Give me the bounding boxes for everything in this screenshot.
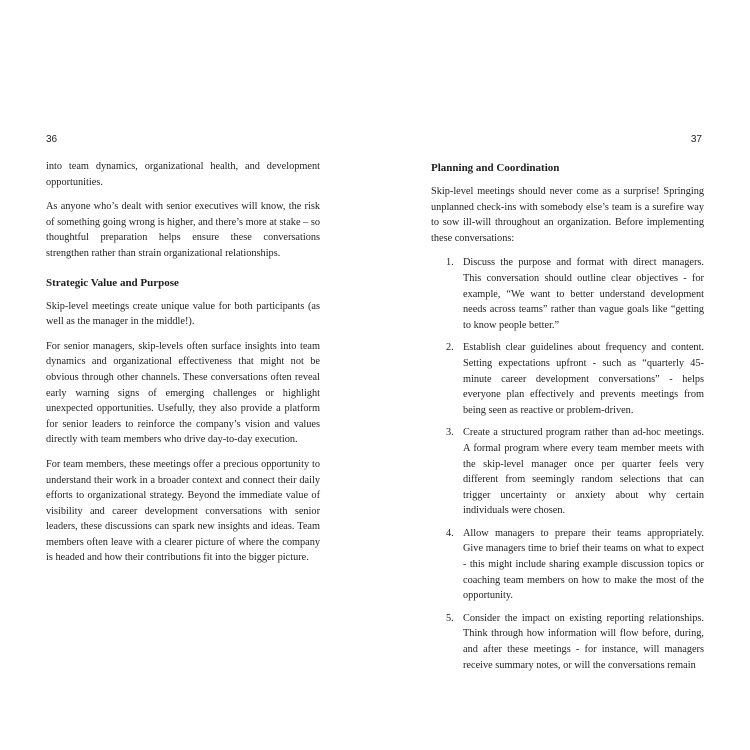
section-heading-strategic-value: Strategic Value and Purpose bbox=[46, 276, 179, 289]
body-paragraph: For team members, these meetings offer a precious opportunity to understand their work in a broader context and connect their daily efforts to organizational strategy. Beyond the immediate value of visibility and career development conversations with senior leaders, these discussions can spark new insights and ideas. Team members often leave with a clearer picture of where the company is headed and how their contributions fit into the bigger picture. bbox=[46, 458, 320, 564]
planning-steps-list bbox=[431, 255, 704, 673]
right-page-body bbox=[431, 159, 704, 680]
list-item-number: 5. bbox=[446, 612, 454, 624]
list-item bbox=[431, 340, 704, 418]
page-number-left: 36 bbox=[46, 134, 58, 145]
list-item-number: 1. bbox=[446, 257, 454, 269]
body-paragraph: into team dynamics, organizational health, and development opportunities. bbox=[46, 161, 320, 188]
list-item-text: Establish clear guidelines about frequency and content. Setting expectations upfront - such as “quarterly 45-minute career development conversations” - helps everyone plan effectively and prevents meetings from being seen as reactive or problem-driven. bbox=[463, 342, 704, 416]
list-item-number: 4. bbox=[446, 527, 454, 539]
body-paragraph: For senior managers, skip-levels often surface insights into team dynamics and organizational effectiveness that might not be obvious through other channels. These conversations often reveal early warning signs of emerging challenges or highlight unexpected opportunities. Usefully, they also provide a platform for senior leaders to reinforce the company’s vision and values directly with team members who drive day-to-day execution. bbox=[46, 340, 320, 446]
list-item bbox=[431, 425, 704, 519]
section-heading-planning: Planning and Coordination bbox=[431, 162, 560, 174]
list-item bbox=[431, 611, 704, 673]
body-paragraph: As anyone who’s dealt with senior executives will know, the risk of something going wrong is higher, and there’s more at stake – so thoughtful preparation helps ensure these conversations strengthen rather than strain organizational relationships. bbox=[46, 201, 320, 259]
body-paragraph: Skip-level meetings create unique value for both participants (as well as the manager in the middle!). bbox=[46, 300, 320, 328]
list-item-text: Allow managers to prepare their teams appropriately. Give managers time to brief their teams on what to expect - this might include sharing example discussion topics or coaching team members on how to make the most of the opportunity. bbox=[463, 527, 704, 602]
list-item-number: 2. bbox=[446, 342, 454, 354]
left-page-body bbox=[46, 159, 320, 575]
list-item-text: Create a structured program rather than ad-hoc meetings. A formal program where every team member meets with the skip-level manager once per quarter feels very different from seemingly random selections that can trigger uncertainty or anxiety about why certain individuals were chosen. bbox=[463, 427, 704, 517]
page-number-right: 37 bbox=[690, 134, 702, 145]
list-item-text: Discuss the purpose and format with direct managers. This conversation should outline clear objectives - for example, “We want to better understand development needs across teams” rather than vague goals like “getting to know people better.” bbox=[463, 257, 704, 331]
list-item-number: 3. bbox=[446, 427, 454, 439]
intro-paragraph: Skip-level meetings should never come as a surprise! Springing unplanned check-ins with somebody else’s team is a surefire way to sow ill-will throughout an organization. Before implementing these conversations: bbox=[431, 186, 704, 244]
list-item bbox=[431, 526, 704, 604]
list-item-text: Consider the impact on existing reporting relationships. Think through how information will flow before, during, and after these meetings - for instance, will managers receive summary notes, or will the conversations remain bbox=[463, 612, 704, 671]
list-item bbox=[431, 255, 704, 333]
